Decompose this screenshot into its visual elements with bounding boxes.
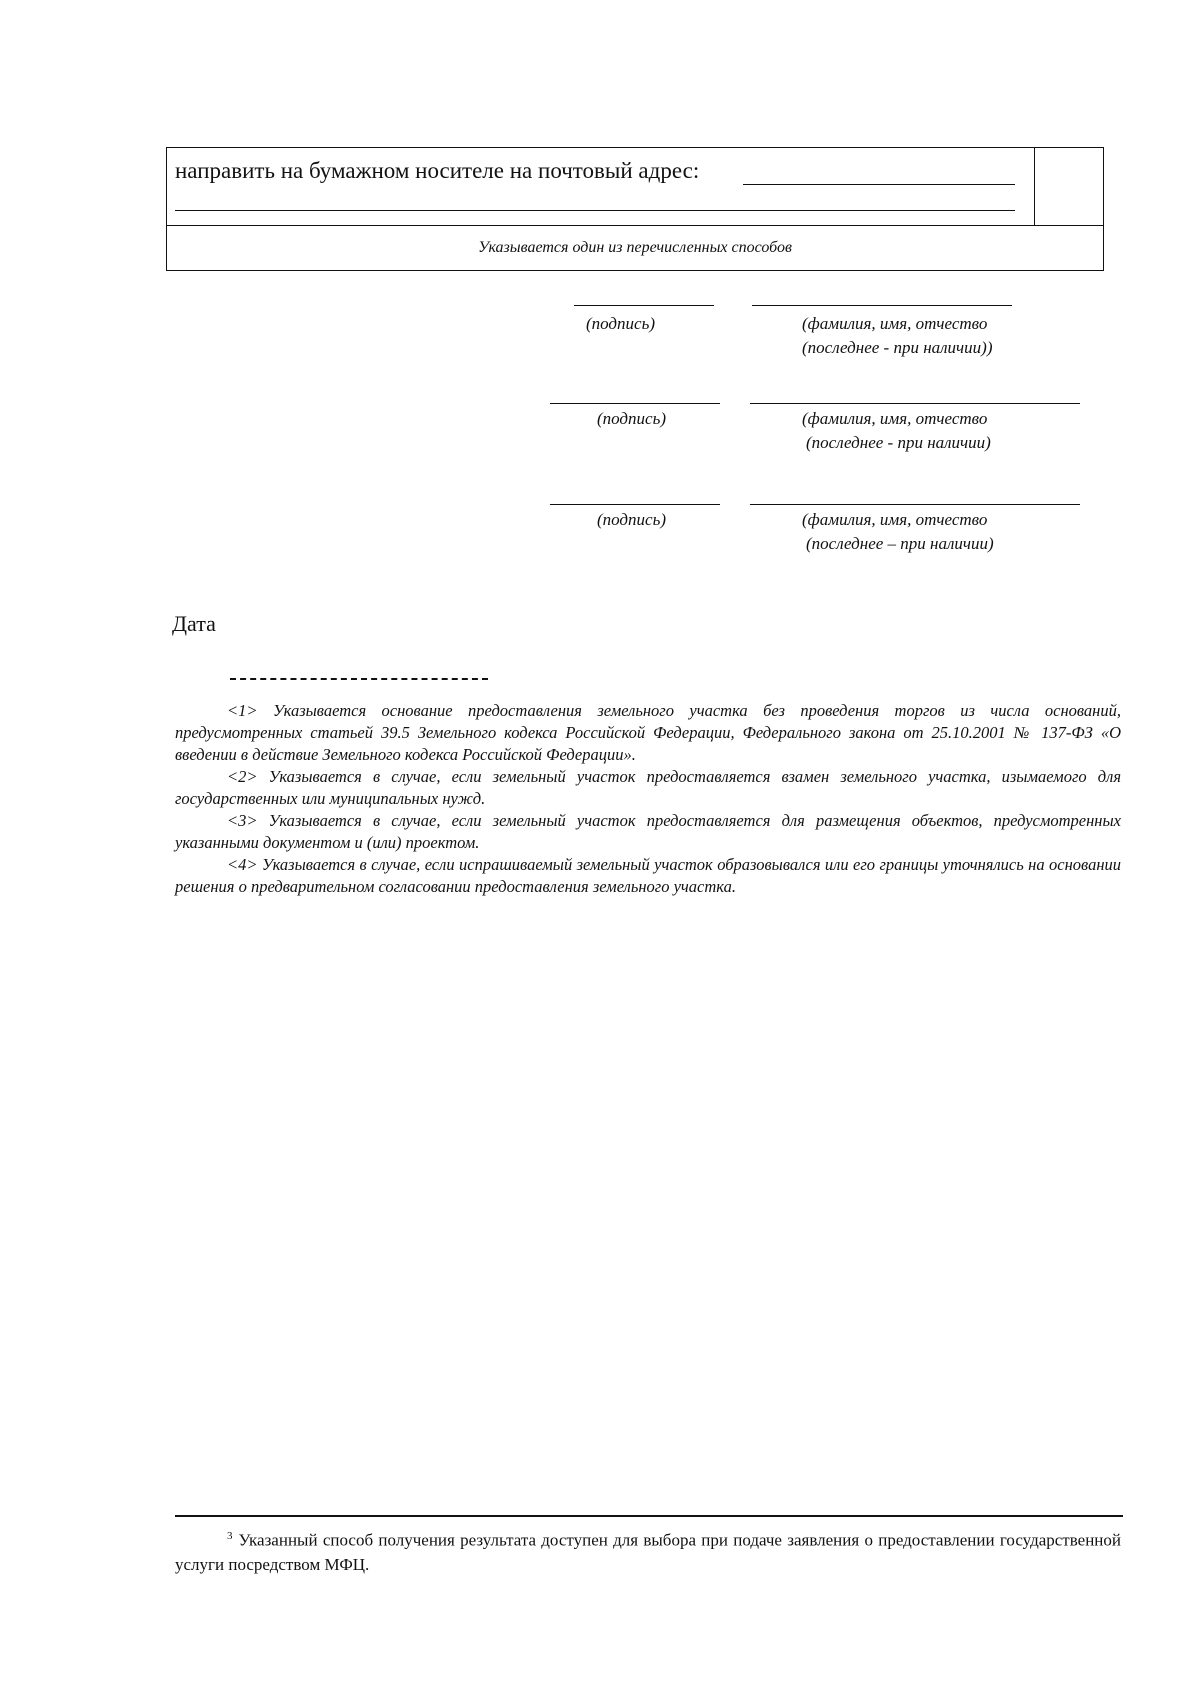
footnote-separator — [175, 1515, 1123, 1517]
full-name-line[interactable] — [750, 504, 1080, 505]
delivery-option-row — [167, 148, 1103, 226]
full-name-caption-note: (последнее - при наличии)) — [802, 338, 993, 357]
footnote — [175, 1524, 1121, 1577]
date-label: Дата — [172, 611, 216, 636]
postal-address-field-continuation[interactable] — [175, 210, 1015, 211]
delivery-method-hint: Указывается один из перечисленных способов — [478, 239, 792, 256]
delivery-option-checkbox-cell[interactable] — [1035, 148, 1103, 225]
signature-caption: (подпись) — [597, 510, 666, 529]
note-item: <2> Указывается в случае, если земельный участок предоставляется взамен земельного участка, изымаемого для государственных или муниципальных нужд. — [175, 767, 1121, 808]
footnote-text: Указанный способ получения результата доступен для выбора при подаче заявления о предоставлении государственной услуги посредством МФЦ. — [175, 1530, 1121, 1574]
note-item: <4> Указывается в случае, если испрашиваемый земельный участок образовывался или его границы уточнялись на основании решения о предварительном согласовании предоставления земельного участка. — [175, 855, 1121, 896]
full-name-caption-note: (последнее – при наличии) — [806, 534, 994, 553]
notes-section — [175, 700, 1121, 898]
signature-line[interactable] — [550, 403, 720, 404]
notes-separator — [230, 678, 488, 680]
full-name-line[interactable] — [750, 403, 1080, 404]
full-name-caption: (фамилия, имя, отчество — [802, 510, 988, 529]
full-name-line[interactable] — [752, 305, 1012, 306]
delivery-option-text-cell — [167, 148, 1035, 225]
full-name-caption: (фамилия, имя, отчество — [802, 409, 988, 428]
postal-address-field[interactable] — [743, 184, 1015, 185]
delivery-method-table — [166, 147, 1104, 271]
note-item: <3> Указывается в случае, если земельный участок предоставляется для размещения объектов, предусмотренных указанными документом и (или) проектом. — [175, 811, 1121, 852]
note-item: <1> Указывается основание предоставления земельного участка без проведения торгов из числа оснований, предусмотренных статьей 39.5 Земельного кодекса Российской Федерации, Федерального закона от 25.10.2001 № 137-ФЗ «О введении в действие Земельного кодекса Российской Федерации». — [175, 701, 1121, 764]
signature-line[interactable] — [574, 305, 714, 306]
full-name-caption-note: (последнее - при наличии) — [806, 433, 991, 452]
signature-caption: (подпись) — [586, 314, 655, 333]
paper-delivery-label: направить на бумажном носителе на почтовый адрес: — [175, 158, 700, 183]
signature-caption: (подпись) — [597, 409, 666, 428]
footnote-mark: 3 — [227, 1530, 233, 1542]
signature-line[interactable] — [550, 504, 720, 505]
full-name-caption: (фамилия, имя, отчество — [802, 314, 988, 333]
